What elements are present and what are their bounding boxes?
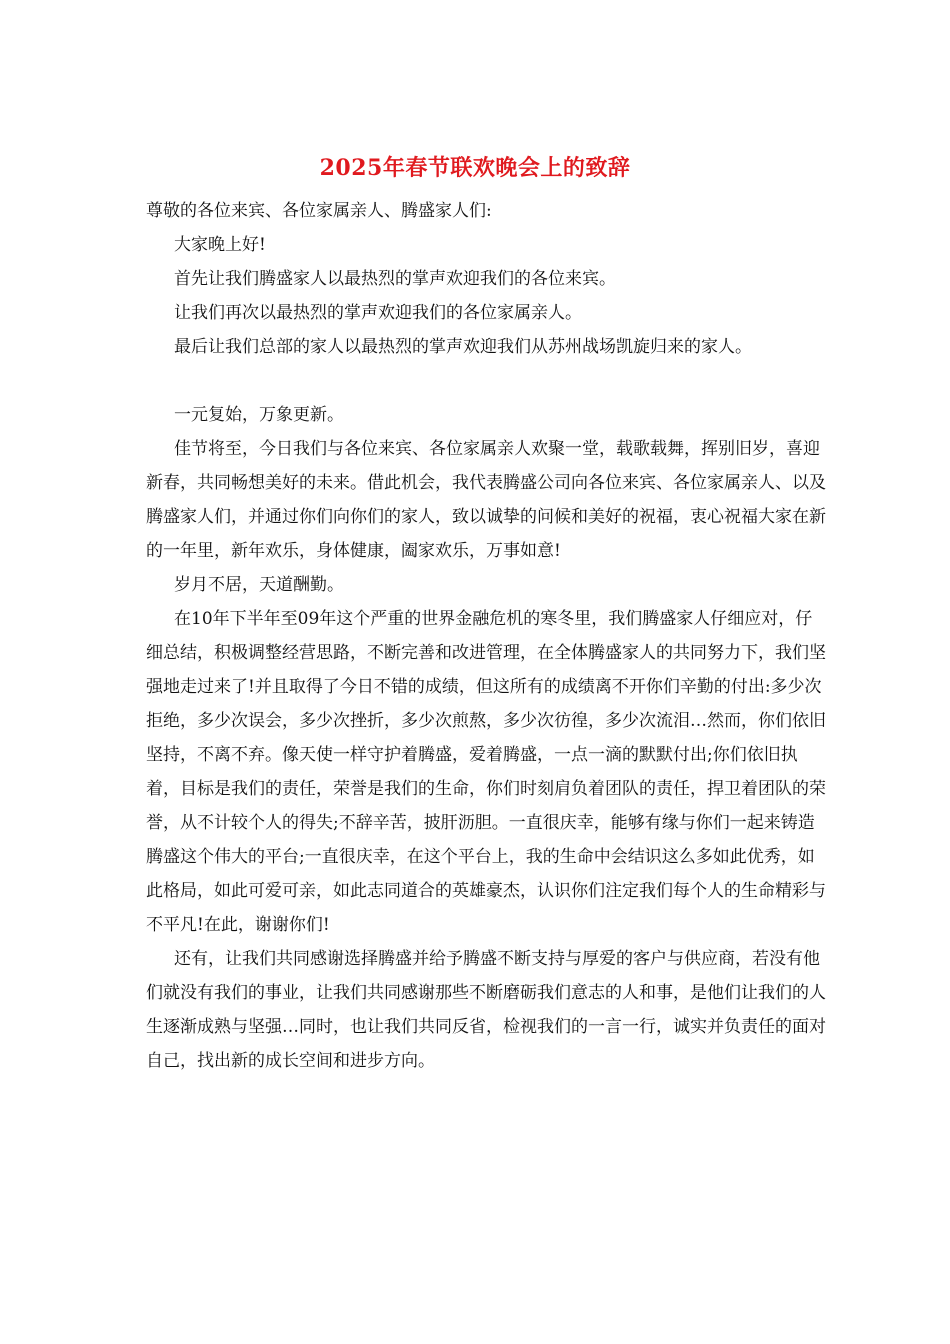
salutation: 尊敬的各位来宾、各位家属亲人、腾盛家人们: (146, 201, 492, 221)
greeting-line: 让我们再次以最热烈的掌声欢迎我们的各位家属亲人。 (174, 303, 582, 323)
document-body (146, 194, 826, 1078)
paragraph: 还有，让我们共同感谢选择腾盛并给予腾盛不断支持与厚爱的客户与供应商，若没有他们就没有我们的事业，让我们共同感谢那些不断磨砺我们意志的人和事，是他们让我们的人生逐渐成熟与坚强…同时，也让我们共同反省，检视我们的一言一行，诚实并负责任的面对自己，找出新的成长空间和进步方向。 (146, 949, 826, 1071)
paragraph: 岁月不居，天道酬勤。 (174, 575, 344, 595)
document-title: 2025年春节联欢晚会上的致辞 (319, 155, 631, 181)
paragraph: 佳节将至，今日我们与各位来宾、各位家属亲人欢聚一堂，载歌载舞，挥别旧岁，喜迎新春，共同畅想美好的未来。借此机会，我代表腾盛公司向各位来宾、各位家属亲人、以及腾盛家人们，并通过你们向你们的家人，致以诚挚的问候和美好的祝福，衷心祝福大家在新的一年里，新年欢乐，身体健康，阖家欢乐，万事如意! (146, 439, 826, 561)
greeting-line: 首先让我们腾盛家人以最热烈的掌声欢迎我们的各位来宾。 (174, 269, 616, 289)
paragraph: 在10年下半年至09年这个严重的世界金融危机的寒冬里，我们腾盛家人仔细应对，仔细总结，积极调整经营思路，不断完善和改进管理，在全体腾盛家人的共同努力下，我们坚强地走过来了!并且取得了今日不错的成绩，但这所有的成绩离不开你们辛勤的付出:多少次拒绝，多少次误会，多少次挫折，多少次煎熬，多少次彷徨，多少次流泪…然而，你们依旧坚持，不离不弃。像天使一样守护着腾盛，爱着腾盛，一点一滴的默默付出;你们依旧执着，目标是我们的责任，荣誉是我们的生命，你们时刻肩负着团队的责任，捍卫着团队的荣誉，从不计较个人的得失;不辞辛苦，披肝沥胆。一直很庆幸，能够有缘与你们一起来铸造腾盛这个伟大的平台;一直很庆幸，在这个平台上，我的生命中会结识这么多如此优秀，如此格局，如此可爱可亲，如此志同道合的英雄豪杰，认识你们注定我们每个人的生命精彩与不平凡!在此，谢谢你们! (146, 609, 826, 935)
greeting-line: 大家晚上好! (174, 235, 266, 255)
blank-line (146, 364, 826, 398)
paragraph: 一元复始，万象更新。 (174, 405, 344, 425)
greeting-line: 最后让我们总部的家人以最热烈的掌声欢迎我们从苏州战场凯旋归来的家人。 (174, 337, 752, 357)
